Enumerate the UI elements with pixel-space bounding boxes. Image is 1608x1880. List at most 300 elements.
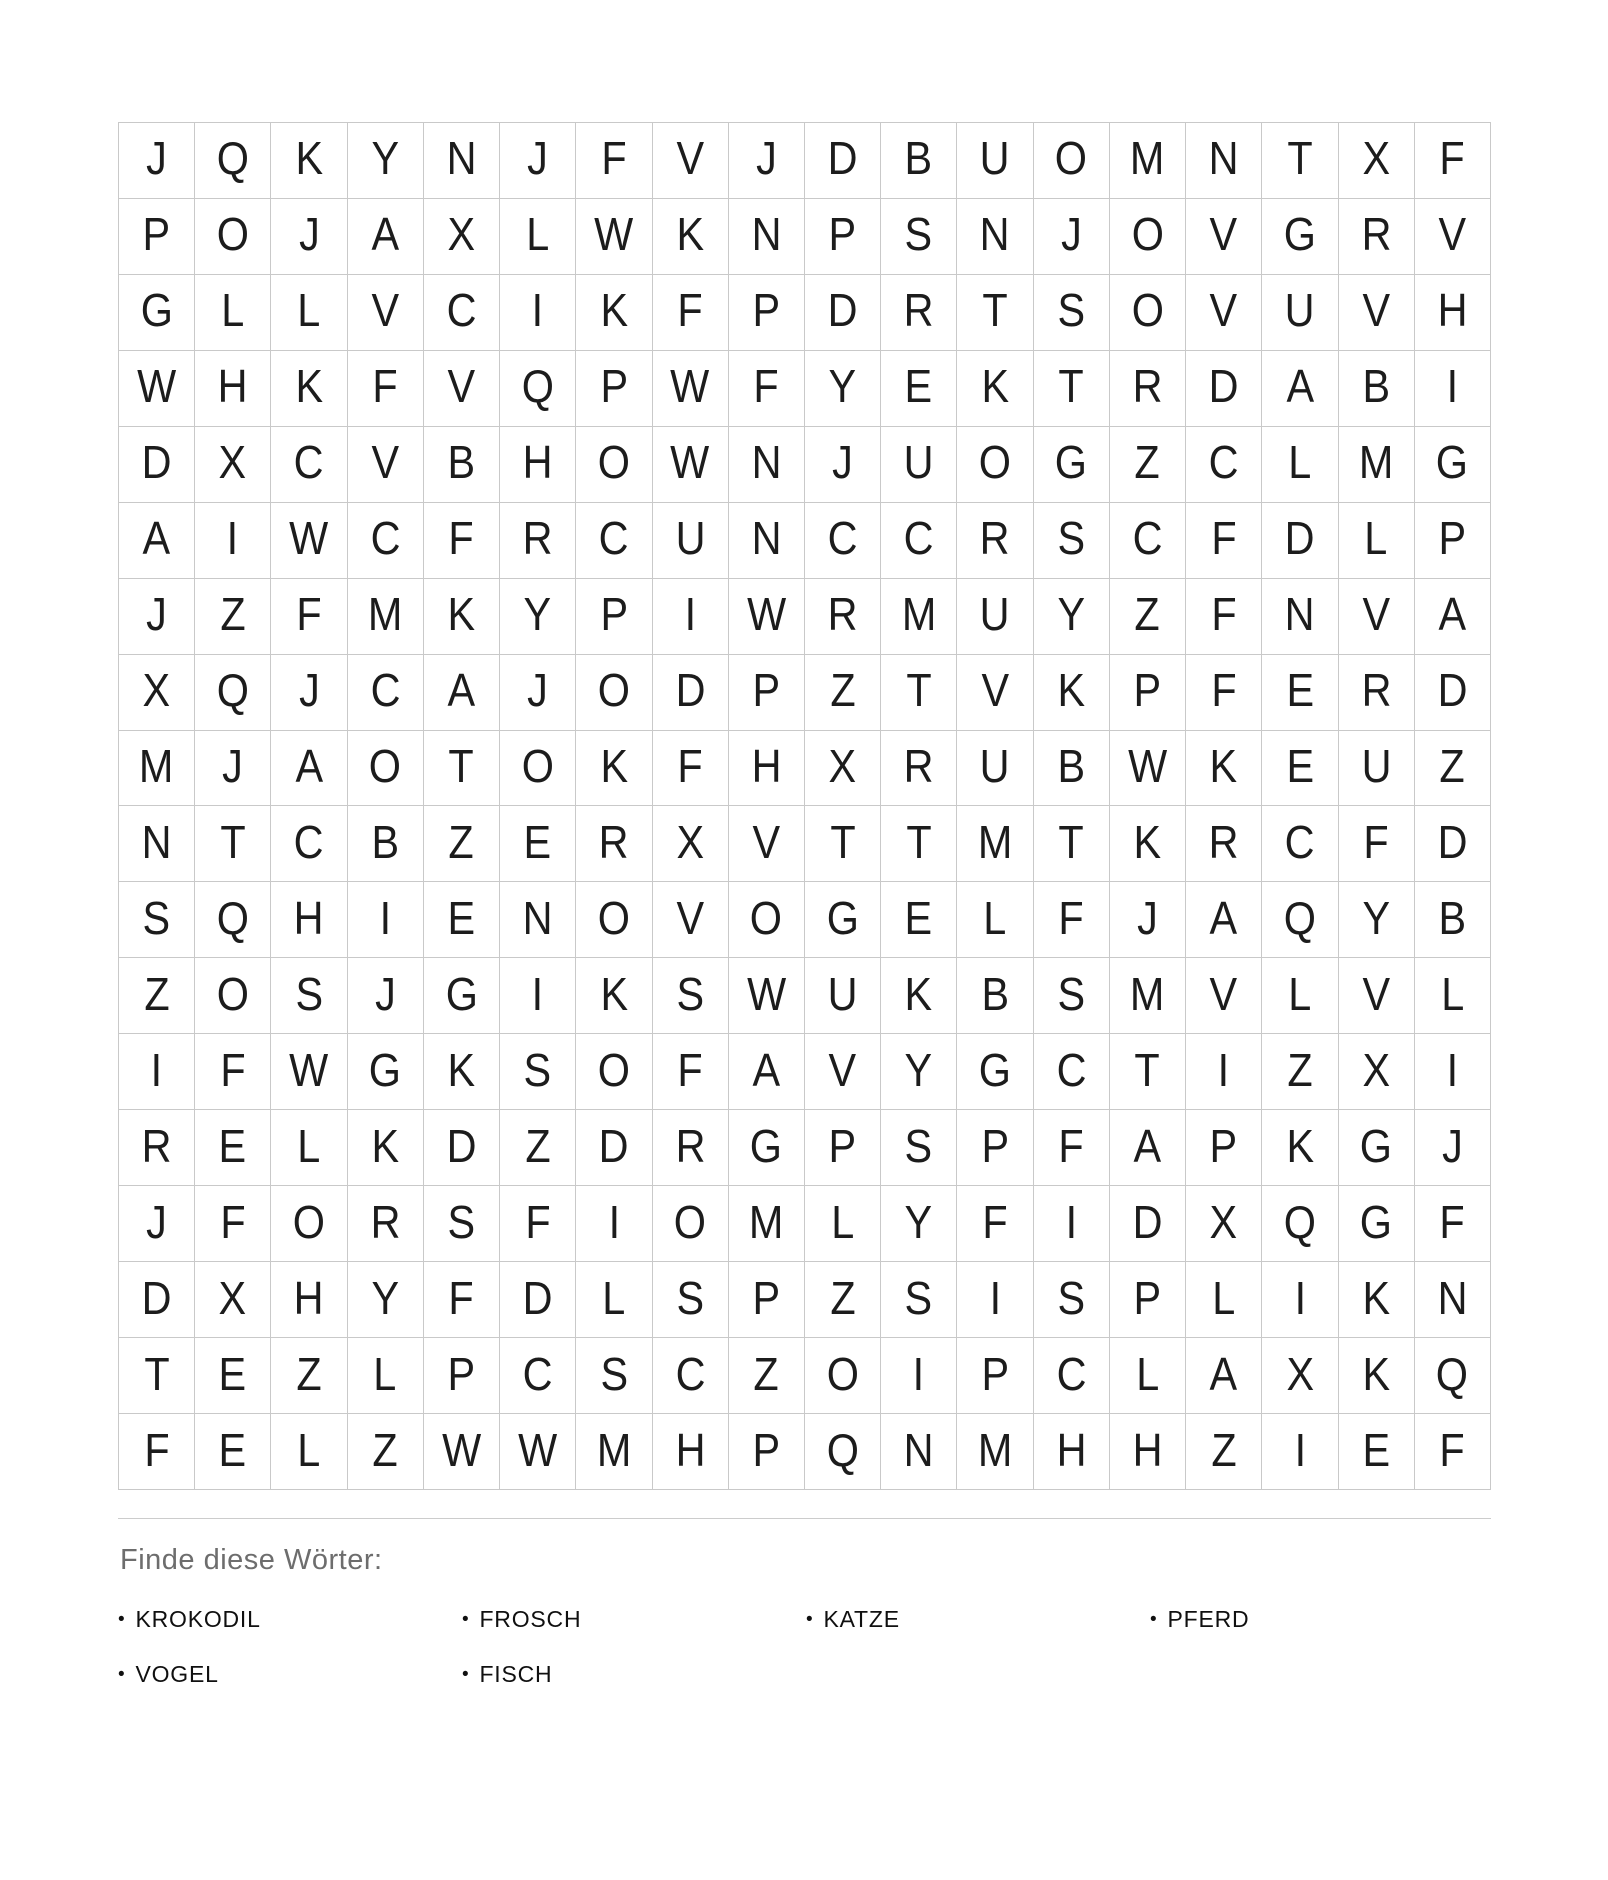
grid-letter: P (447, 1347, 476, 1400)
grid-letter: O (674, 1195, 707, 1248)
grid-cell (729, 427, 804, 502)
grid-letter: J (527, 664, 549, 717)
grid-letter: W (289, 512, 329, 565)
grid-letter: P (600, 360, 628, 413)
grid-letter: X (676, 815, 704, 868)
grid-letter: S (1057, 1271, 1086, 1324)
grid-letter: P (1209, 1119, 1238, 1172)
grid-letter: K (447, 588, 476, 641)
grid-letter: P (1133, 1271, 1162, 1324)
grid-cell (1339, 579, 1414, 654)
grid-cell (1262, 351, 1337, 426)
grid-cell (1034, 958, 1109, 1033)
grid-cell (1262, 579, 1337, 654)
grid-cell (1186, 958, 1261, 1033)
grid-letter: Y (905, 1043, 933, 1096)
grid-letter: V (1362, 967, 1390, 1020)
grid-cell (1034, 579, 1109, 654)
bullet-icon: • (1150, 1609, 1158, 1630)
grid-letter: O (521, 740, 554, 793)
grid-letter: F (1439, 1423, 1466, 1476)
grid-cell (119, 579, 194, 654)
grid-letter: E (523, 815, 552, 868)
grid-letter: R (980, 512, 1010, 565)
grid-letter: J (1060, 208, 1082, 261)
grid-letter: Z (753, 1347, 780, 1400)
grid-cell (424, 731, 499, 806)
grid-cell (576, 655, 651, 730)
grid-letter: O (1131, 284, 1164, 337)
grid-letter: A (371, 208, 400, 261)
grid-cell (500, 958, 575, 1033)
grid-letter: M (1130, 967, 1165, 1020)
grid-letter: M (901, 588, 937, 641)
grid-letter: S (1057, 512, 1086, 565)
grid-cell (1339, 351, 1414, 426)
word-label: KATZE (823, 1606, 900, 1632)
grid-cell (957, 1034, 1032, 1109)
grid-letter: Q (521, 360, 554, 413)
grid-letter: F (448, 512, 475, 565)
grid-letter: R (1132, 360, 1163, 413)
grid-cell (500, 655, 575, 730)
grid-letter: Z (1439, 740, 1466, 793)
grid-letter: P (828, 208, 857, 261)
grid-cell (195, 655, 270, 730)
grid-letter: C (294, 436, 324, 489)
grid-letter: A (1133, 1119, 1162, 1172)
grid-cell (576, 882, 651, 957)
grid-cell (1339, 655, 1414, 730)
grid-letter: H (1132, 1423, 1163, 1476)
grid-letter: U (980, 588, 1010, 641)
grid-cell (119, 199, 194, 274)
grid-letter: O (1055, 132, 1088, 185)
grid-cell (195, 882, 270, 957)
grid-cell (1110, 1338, 1185, 1413)
grid-cell (653, 199, 728, 274)
bullet-icon: • (462, 1609, 470, 1630)
grid-cell (271, 1110, 346, 1185)
grid-letter: S (142, 891, 171, 944)
grid-cell (1110, 123, 1185, 198)
grid-letter: D (141, 436, 172, 489)
grid-letter: G (1055, 436, 1088, 489)
grid-letter: E (219, 1423, 247, 1476)
grid-letter: W (670, 436, 710, 489)
grid-letter: D (598, 1119, 629, 1172)
grid-cell (957, 123, 1032, 198)
grid-cell (729, 1338, 804, 1413)
grid-letter: F (601, 132, 627, 185)
grid-cell (1110, 579, 1185, 654)
grid-cell (424, 958, 499, 1033)
grid-cell (500, 275, 575, 350)
grid-letter: A (295, 740, 323, 793)
grid-cell (576, 958, 651, 1033)
grid-cell (119, 958, 194, 1033)
grid-cell (1110, 958, 1185, 1033)
grid-letter: I (531, 967, 544, 1020)
grid-cell (729, 1414, 804, 1489)
grid-cell (500, 1186, 575, 1261)
grid-letter: M (596, 1423, 632, 1476)
grid-cell (957, 1186, 1032, 1261)
grid-cell (1034, 427, 1109, 502)
grid-letter: N (522, 891, 553, 944)
grid-letter: K (1362, 1271, 1390, 1324)
grid-letter: D (1437, 664, 1468, 717)
grid-letter: I (1294, 1271, 1306, 1324)
grid-cell (653, 427, 728, 502)
grid-cell (1186, 731, 1261, 806)
grid-cell (1415, 655, 1490, 730)
grid-letter: T (906, 664, 932, 717)
grid-letter: C (370, 512, 401, 565)
grid-cell (1339, 1414, 1414, 1489)
grid-cell (1186, 1034, 1261, 1109)
grid-letter: V (1438, 208, 1467, 261)
grid-letter: K (295, 132, 323, 185)
word-label: FISCH (479, 1661, 553, 1687)
grid-letter: V (752, 815, 781, 868)
grid-cell (805, 1110, 880, 1185)
grid-letter: X (1209, 1195, 1238, 1248)
grid-letter: F (448, 1271, 475, 1324)
grid-cell (500, 1338, 575, 1413)
grid-cell (271, 1262, 346, 1337)
grid-letter: E (447, 891, 476, 944)
grid-cell (653, 806, 728, 881)
grid-letter: V (981, 664, 1009, 717)
grid-letter: G (1436, 436, 1469, 489)
grid-cell (1110, 199, 1185, 274)
grid-cell (348, 427, 423, 502)
grid-cell (271, 806, 346, 881)
grid-cell (424, 806, 499, 881)
grid-letter: G (1283, 208, 1317, 261)
grid-cell (1415, 1034, 1490, 1109)
grid-cell (1186, 882, 1261, 957)
grid-letter: Q (1283, 891, 1317, 944)
grid-cell (653, 275, 728, 350)
grid-cell (729, 123, 804, 198)
grid-letter: P (1438, 512, 1467, 565)
grid-cell (957, 275, 1032, 350)
grid-cell (729, 351, 804, 426)
grid-cell (1186, 503, 1261, 578)
grid-letter: I (1446, 360, 1459, 413)
grid-cell (805, 1262, 880, 1337)
grid-cell (1186, 1414, 1261, 1489)
grid-letter: C (522, 1347, 553, 1400)
bullet-icon: • (806, 1609, 814, 1630)
grid-letter: B (371, 815, 400, 868)
grid-cell (1339, 503, 1414, 578)
grid-letter: F (753, 360, 780, 413)
grid-cell (805, 351, 880, 426)
grid-letter: B (1057, 740, 1086, 793)
grid-letter: L (221, 284, 245, 337)
grid-cell (576, 1186, 651, 1261)
grid-letter: Z (829, 664, 856, 717)
grid-letter: S (676, 967, 704, 1020)
grid-letter: Y (828, 360, 857, 413)
grid-letter: Y (1057, 588, 1086, 641)
grid-cell (1110, 275, 1185, 350)
grid-letter: T (906, 815, 932, 868)
grid-letter: Z (525, 1119, 551, 1172)
grid-letter: Q (1436, 1347, 1469, 1400)
grid-letter: V (447, 360, 476, 413)
grid-cell (1110, 655, 1185, 730)
grid-cell (805, 731, 880, 806)
grid-letter: W (670, 360, 710, 413)
grid-letter: S (905, 1119, 933, 1172)
grid-letter: D (1284, 512, 1315, 565)
grid-cell (957, 882, 1032, 957)
grid-letter: D (675, 664, 706, 717)
grid-cell (424, 503, 499, 578)
grid-letter: I (379, 891, 392, 944)
grid-cell (424, 882, 499, 957)
grid-cell (195, 199, 270, 274)
grid-cell (576, 503, 651, 578)
grid-cell (1262, 503, 1337, 578)
grid-cell (957, 351, 1032, 426)
word-label: FROSCH (479, 1606, 582, 1632)
grid-cell (576, 351, 651, 426)
grid-letter: C (675, 1347, 706, 1400)
grid-letter: L (1440, 967, 1464, 1020)
grid-letter: A (1209, 891, 1238, 944)
grid-cell (1034, 351, 1109, 426)
grid-cell (500, 806, 575, 881)
grid-cell (1186, 655, 1261, 730)
divider (118, 1518, 1491, 1519)
grid-cell (576, 806, 651, 881)
grid-letter: N (751, 208, 782, 261)
grid-letter: L (1288, 967, 1312, 1020)
grid-letter: B (1438, 891, 1467, 944)
grid-letter: L (373, 1347, 397, 1400)
grid-cell (1262, 1034, 1337, 1109)
grid-cell (805, 1034, 880, 1109)
grid-cell (1034, 1186, 1109, 1261)
grid-letter: D (827, 132, 858, 185)
grid-cell (881, 123, 956, 198)
grid-cell (1339, 1338, 1414, 1413)
grid-cell (1262, 427, 1337, 502)
grid-cell (500, 1414, 575, 1489)
grid-letter: S (1057, 967, 1086, 1020)
grid-letter: J (527, 132, 549, 185)
grid-letter: U (980, 132, 1010, 185)
grid-letter: G (978, 1043, 1012, 1096)
word-list-item (462, 1604, 806, 1635)
grid-cell (348, 1338, 423, 1413)
grid-cell (119, 882, 194, 957)
grid-letter: F (220, 1195, 246, 1248)
grid-letter: T (1134, 1043, 1161, 1096)
grid-letter: V (371, 284, 400, 337)
grid-letter: C (446, 284, 477, 337)
grid-cell (805, 123, 880, 198)
grid-letter: F (1439, 1195, 1466, 1248)
grid-cell (805, 579, 880, 654)
grid-letter: K (1362, 1347, 1390, 1400)
grid-letter: Q (216, 132, 249, 185)
grid-cell (424, 199, 499, 274)
grid-cell (805, 655, 880, 730)
grid-cell (348, 1262, 423, 1337)
grid-letter: X (1362, 1043, 1390, 1096)
grid-cell (576, 199, 651, 274)
grid-letter: A (752, 1043, 781, 1096)
grid-cell (805, 1414, 880, 1489)
grid-cell (119, 275, 194, 350)
grid-letter: U (903, 436, 934, 489)
grid-cell (1262, 1414, 1337, 1489)
grid-letter: O (597, 664, 631, 717)
grid-cell (1262, 1262, 1337, 1337)
grid-cell (424, 1034, 499, 1109)
grid-cell (424, 275, 499, 350)
grid-cell (1339, 958, 1414, 1033)
grid-letter: H (522, 436, 553, 489)
grid-cell (271, 958, 346, 1033)
grid-letter: K (981, 360, 1009, 413)
grid-letter: V (676, 132, 704, 185)
grid-cell (119, 1262, 194, 1337)
word-label: PFERD (1167, 1606, 1250, 1632)
grid-cell (1415, 503, 1490, 578)
grid-letter: L (526, 208, 550, 261)
grid-cell (1186, 1110, 1261, 1185)
grid-cell (195, 958, 270, 1033)
grid-letter: H (294, 1271, 324, 1324)
grid-letter: F (677, 1043, 703, 1096)
grid-letter: S (1057, 284, 1086, 337)
grid-cell (957, 579, 1032, 654)
grid-letter: D (1132, 1195, 1163, 1248)
grid-letter: U (980, 740, 1010, 793)
grid-cell (957, 1262, 1032, 1337)
grid-cell (119, 1338, 194, 1413)
grid-cell (1110, 806, 1185, 881)
grid-cell (1339, 1034, 1414, 1109)
grid-letter: X (219, 436, 247, 489)
grid-cell (881, 351, 956, 426)
word-search-grid (118, 122, 1491, 1490)
grid-cell (1186, 1186, 1261, 1261)
grid-letter: V (676, 891, 704, 944)
grid-letter: N (1208, 132, 1239, 185)
grid-cell (576, 427, 651, 502)
grid-letter: O (597, 1043, 631, 1096)
grid-letter: U (675, 512, 706, 565)
grid-cell (119, 1414, 194, 1489)
grid-cell (1415, 123, 1490, 198)
grid-letter: J (298, 208, 320, 261)
grid-cell (271, 1186, 346, 1261)
grid-cell (1110, 882, 1185, 957)
grid-cell (729, 1186, 804, 1261)
grid-cell (653, 1338, 728, 1413)
grid-cell (1110, 503, 1185, 578)
word-list-item (462, 1659, 806, 1690)
grid-cell (729, 503, 804, 578)
grid-letter: F (1363, 815, 1389, 868)
grid-letter: F (1058, 891, 1084, 944)
grid-cell (576, 1338, 651, 1413)
grid-letter: G (140, 284, 173, 337)
grid-cell (881, 882, 956, 957)
grid-letter: Y (523, 588, 552, 641)
grid-letter: L (831, 1195, 855, 1248)
grid-letter: P (142, 208, 171, 261)
grid-cell (881, 1338, 956, 1413)
grid-cell (805, 503, 880, 578)
grid-letter: H (675, 1423, 706, 1476)
grid-letter: G (1360, 1195, 1393, 1248)
grid-letter: Q (1283, 1195, 1317, 1248)
grid-cell (881, 275, 956, 350)
grid-cell (653, 351, 728, 426)
grid-letter: O (826, 1347, 859, 1400)
grid-cell (348, 655, 423, 730)
grid-letter: K (905, 967, 933, 1020)
grid-cell (881, 655, 956, 730)
grid-letter: J (298, 664, 320, 717)
grid-letter: O (216, 967, 249, 1020)
grid-letter: U (827, 967, 858, 1020)
word-list (118, 1604, 1491, 1690)
grid-letter: A (1286, 360, 1314, 413)
grid-letter: W (441, 1423, 482, 1476)
grid-cell (1262, 806, 1337, 881)
grid-letter: T (1287, 132, 1313, 185)
grid-letter: Z (1134, 588, 1161, 641)
grid-letter: J (756, 132, 777, 185)
grid-letter: K (1057, 664, 1086, 717)
grid-letter: N (446, 132, 477, 185)
grid-cell (424, 427, 499, 502)
grid-letter: Y (371, 132, 400, 185)
grid-cell (1415, 351, 1490, 426)
grid-cell (805, 806, 880, 881)
grid-cell (1034, 199, 1109, 274)
grid-cell (1415, 882, 1490, 957)
grid-cell (119, 806, 194, 881)
grid-cell (1186, 123, 1261, 198)
grid-letter: J (1442, 1119, 1463, 1172)
grid-cell (1415, 1186, 1490, 1261)
grid-cell (271, 1034, 346, 1109)
grid-cell (1034, 1110, 1109, 1185)
grid-letter: B (447, 436, 476, 489)
grid-cell (1339, 1262, 1414, 1337)
grid-cell (881, 806, 956, 881)
grid-letter: P (752, 1423, 781, 1476)
grid-cell (195, 1110, 270, 1185)
bullet-icon: • (462, 1664, 470, 1685)
grid-letter: Z (1134, 436, 1161, 489)
grid-letter: L (297, 1119, 321, 1172)
grid-cell (1034, 1414, 1109, 1489)
grid-cell (1415, 731, 1490, 806)
grid-letter: G (750, 1119, 783, 1172)
